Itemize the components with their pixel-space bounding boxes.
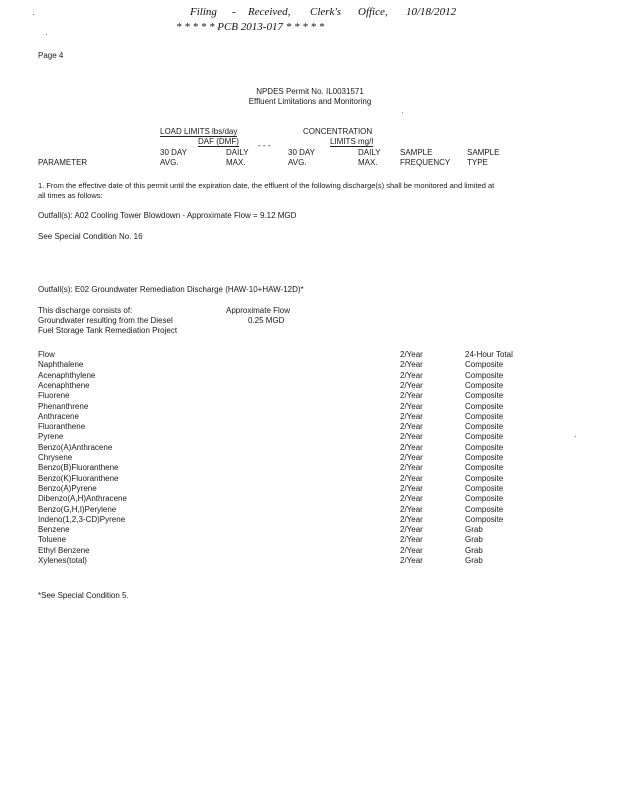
parameter-name: Acenaphthylene	[38, 370, 96, 380]
filing-word: Filing	[190, 6, 217, 18]
filing-received: Received,	[248, 6, 291, 18]
sample-type: Composite	[465, 473, 504, 483]
outfall-e02-desc-3: Fuel Storage Tank Remediation Project	[38, 326, 178, 335]
parameter-name: Pyrene	[38, 432, 64, 442]
sample-type: Grab	[465, 545, 483, 555]
col4-top: DAILY	[358, 148, 381, 157]
table-row	[38, 505, 558, 515]
sample-frequency: 2/Year	[400, 350, 423, 359]
sample-type: Composite	[465, 432, 504, 442]
permit-title: Effluent Limitations and Monitoring	[248, 97, 372, 106]
sample-frequency: 2/Year	[400, 504, 423, 514]
parameter-name: Flow	[38, 350, 55, 359]
parameter-name: Naphthalene	[38, 360, 84, 370]
filing-pcb-line: * * * * * PCB 2013-017 * * * * *	[176, 21, 325, 33]
sample-type: Composite	[465, 514, 504, 524]
parameter-name: Ethyl Benzene	[38, 545, 90, 555]
parameter-name: Xylenes(total)	[38, 556, 87, 565]
sample-frequency: 2/Year	[400, 514, 423, 524]
sample-type: Composite	[465, 391, 504, 401]
sample-frequency: 2/Year	[400, 535, 423, 545]
permit-number: NPDES Permit No. IL0031571	[256, 87, 364, 96]
sample-frequency: 2/Year	[400, 411, 423, 421]
table-row	[38, 474, 558, 484]
sample-type: Composite	[465, 422, 504, 432]
sample-type: Composite	[465, 380, 504, 390]
sample-type: Grab	[465, 556, 483, 565]
table-row	[38, 484, 558, 494]
table-row	[38, 535, 558, 545]
sample-type: Grab	[465, 535, 483, 545]
sample-type: Composite	[465, 483, 504, 493]
table-row	[38, 546, 558, 556]
sample-type: Composite	[465, 360, 504, 370]
sample-type: Composite	[465, 463, 504, 473]
table-row	[38, 556, 558, 566]
col4-bot: MAX.	[358, 158, 378, 167]
table-row	[38, 443, 558, 453]
table-row	[38, 412, 558, 422]
table-row	[38, 422, 558, 432]
daf-heading: DAF (DMF)	[198, 137, 239, 146]
table-row	[38, 381, 558, 391]
parameter-name: Benzene	[38, 525, 70, 535]
parameter-name: Dibenzo(A,H)Anthracene	[38, 494, 127, 504]
parameter-name: Benzo(K)Fluoranthene	[38, 473, 119, 483]
sample-type: Composite	[465, 442, 504, 452]
approx-flow-value: 0.25 MGD	[248, 316, 285, 325]
table-row	[38, 391, 558, 401]
limits-units-heading: LIMITS mg/l	[330, 137, 374, 146]
intro-line-2: all times as follows:	[38, 191, 103, 200]
sample-type: Composite	[465, 504, 504, 514]
sample-frequency: 2/Year	[400, 380, 423, 390]
sample-type: Grab	[465, 525, 483, 535]
sample-frequency: 2/Year	[400, 463, 423, 473]
sample-frequency: 2/Year	[400, 370, 423, 380]
concentration-heading: CONCENTRATION	[303, 127, 373, 136]
sample-type: Composite	[465, 494, 504, 504]
sample-frequency: 2/Year	[400, 360, 423, 370]
table-row	[38, 402, 558, 412]
table-row	[38, 371, 558, 381]
filing-clerks: Clerk's	[310, 6, 342, 18]
parameter-name: Acenaphthene	[38, 380, 90, 390]
col2-bot: MAX.	[226, 158, 246, 167]
sample-frequency: 2/Year	[400, 545, 423, 555]
col6-bot: TYPE	[467, 158, 488, 167]
col1-top: 30 DAY	[160, 148, 187, 157]
sample-frequency: 2/Year	[400, 432, 423, 442]
col1-bot: AVG.	[160, 158, 179, 167]
col3-top: 30 DAY	[288, 148, 315, 157]
outfall-a02: Outfall(s): A02 Cooling Tower Blowdown - Approximate Flow = 9.12 MGD	[38, 211, 297, 220]
outfall-e02-desc-1: This discharge consists of:	[38, 306, 133, 315]
parameter-name: Anthracene	[38, 411, 79, 421]
parameter-name: Phenanthrene	[38, 401, 89, 411]
sample-type: Composite	[465, 401, 504, 411]
sample-frequency: 2/Year	[400, 442, 423, 452]
parameter-name: Indeno(1,2,3-CD)Pyrene	[38, 514, 126, 524]
sample-frequency: 2/Year	[400, 422, 423, 432]
sample-frequency: 2/Year	[400, 525, 423, 535]
table-row	[38, 453, 558, 463]
table-row	[38, 525, 558, 535]
page-label: Page 4	[38, 51, 64, 60]
sample-frequency: 2/Year	[400, 494, 423, 504]
sample-frequency: 2/Year	[400, 473, 423, 483]
outfall-e02: Outfall(s): E02 Groundwater Remediation Discharge (HAW-10+HAW-12D)*	[38, 285, 304, 294]
approx-flow-label: Approximate Flow	[226, 306, 291, 315]
table-row	[38, 360, 558, 370]
sample-type: Composite	[465, 370, 504, 380]
parameter-name: Benzo(B)Fluoranthene	[38, 463, 119, 473]
parameter-name: Fluoranthene	[38, 422, 86, 432]
parameter-name: Fluorene	[38, 391, 70, 401]
table-row	[38, 494, 558, 504]
filing-office: Office,	[358, 6, 388, 18]
filing-date: 10/18/2012	[406, 6, 457, 18]
parameter-name: Benzo(A)Anthracene	[38, 442, 113, 452]
parameter-name: Toluene	[38, 535, 67, 545]
sample-frequency: 2/Year	[400, 556, 423, 565]
footnote: *See Special Condition 5.	[38, 591, 129, 600]
parameter-name: Benzo(G,H,I)Perylene	[38, 504, 117, 514]
table-row	[38, 515, 558, 525]
sample-frequency: 2/Year	[400, 401, 423, 411]
sample-frequency: 2/Year	[400, 391, 423, 401]
sample-frequency: 2/Year	[400, 453, 423, 462]
header-dashes: - - -	[258, 141, 271, 150]
table-row	[38, 463, 558, 473]
filing-dash: -	[232, 6, 236, 18]
table-row	[38, 432, 558, 442]
outfall-e02-desc-2: Groundwater resulting from the Diesel	[38, 316, 173, 325]
sample-type: 24-Hour Total	[465, 350, 513, 359]
load-limits-heading: LOAD LIMITS lbs/day	[160, 127, 238, 136]
parameter-heading: PARAMETER	[38, 158, 88, 167]
sample-type: Composite	[465, 453, 504, 462]
parameter-name: Benzo(A)Pyrene	[38, 483, 97, 493]
intro-line-1: 1. From the effective date of this permit until the expiration date, the effluent of the following discharge(s) shall be monitored and limited at	[38, 181, 495, 190]
col2-top: DAILY	[226, 148, 249, 157]
col3-bot: AVG.	[288, 158, 307, 167]
table-row	[38, 350, 558, 360]
col5-bot: FREQUENCY	[400, 158, 451, 167]
parameter-name: Chrysene	[38, 453, 73, 462]
col5-top: SAMPLE	[400, 148, 433, 157]
col6-top: SAMPLE	[467, 148, 500, 157]
sample-type: Composite	[465, 411, 504, 421]
sample-frequency: 2/Year	[400, 483, 423, 493]
outfall-a02-condition: See Special Condition No. 16	[38, 232, 143, 241]
